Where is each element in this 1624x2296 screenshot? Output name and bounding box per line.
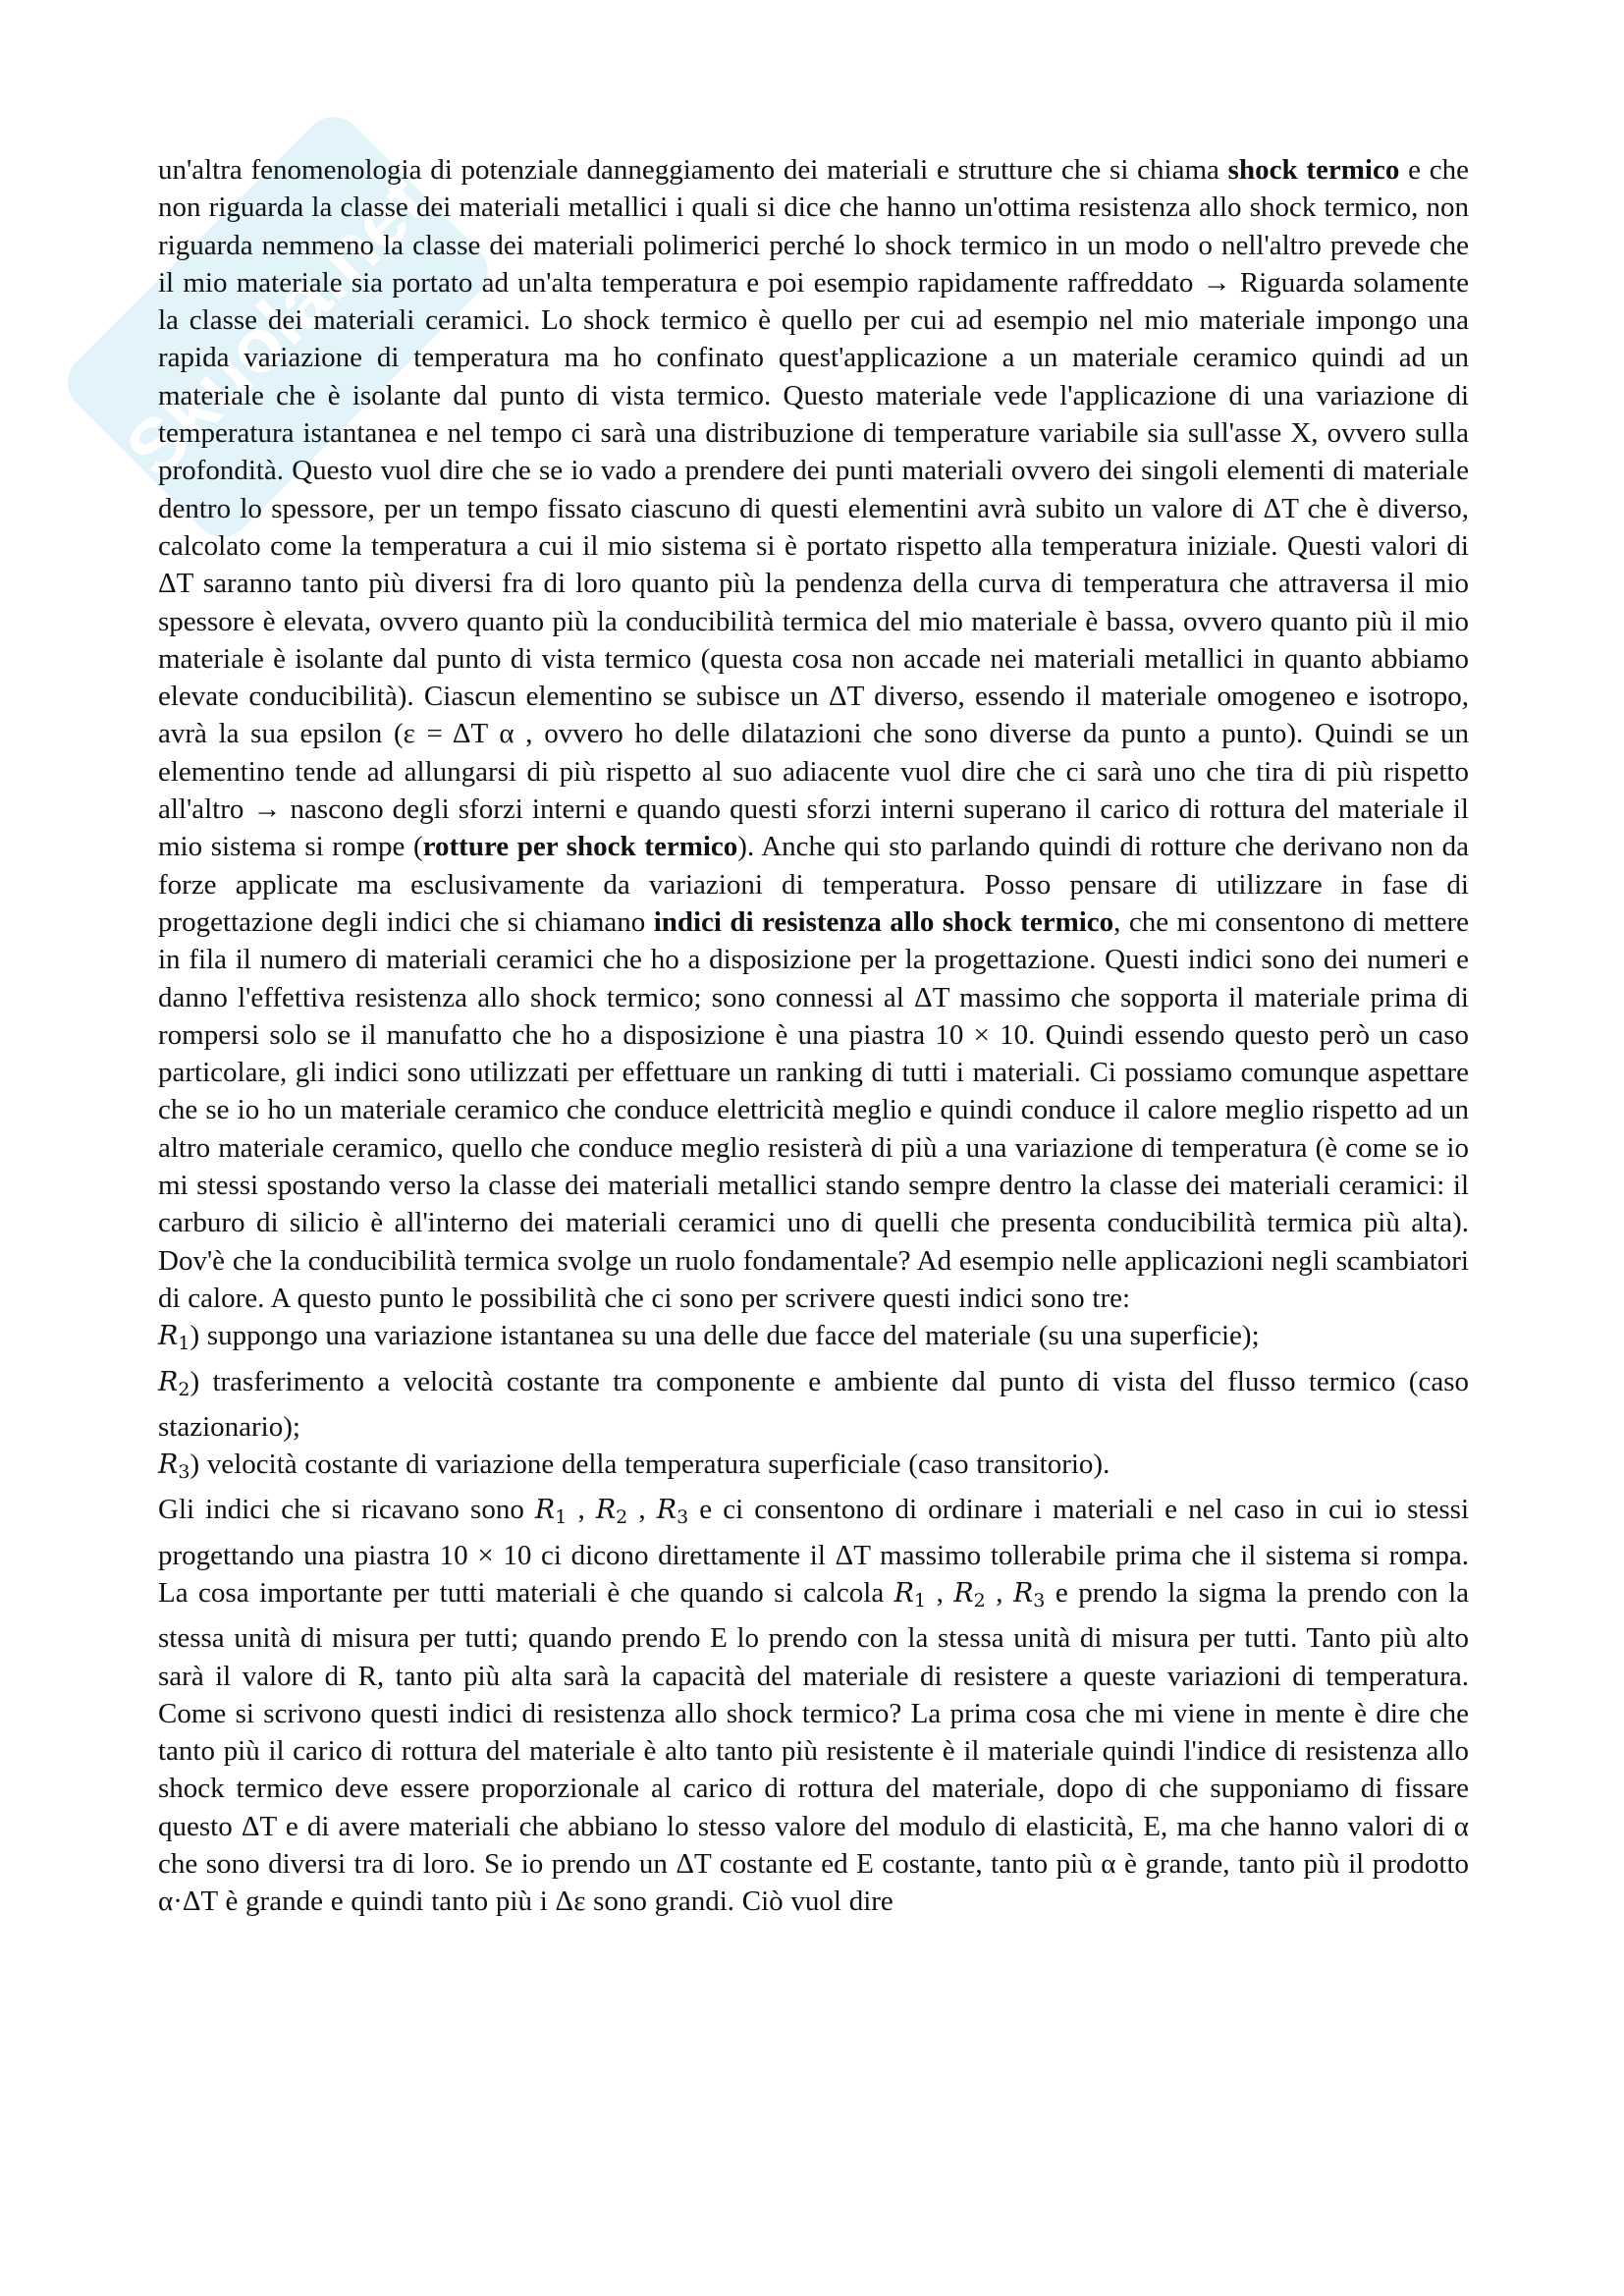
paragraph-indici: Gli indici che si ricavano sono $R_1$ , $R_2$ , $R_3$ e ci consentono di ordinare i materiali e nel caso in cui io stessi progettando una piastra 10 × 10 ci dicono direttamente il ΔT massimo tollerabile prima che il sistema si rompa. La cosa importante per tutti materiali è che quando si calcola $R_1$ , $R_2$ , $R_3$ e prendo la sigma la prendo con la stessa unità di misura per tutti; quando prendo E lo prendo con la stessa unità di misura per tutti. Tanto più alto sarà il valore di R, tanto più alta sarà la capacità del materiale di resistere a queste variazioni di temperatura. Come si scrivono questi indici di resistenza allo shock termico? La prima cosa che mi viene in mente è dire che tanto più il carico di rottura del materiale è alto tanto più resistente è il materiale quindi l'indice di resistenza allo shock termico deve essere proporzionale al carico di rottura del materiale, dopo di che supponiamo di fissare questo ΔT e di avere materiali che abbiano lo stesso valore del modulo di elasticità, E, ma che hanno valori di α che sono diversi tra di loro. Se io prendo un ΔT costante ed E costante, tanto più α è grande, tanto più il prodotto α·ΔT è grande e quindi tanto più i Δε sono grandi. Ciò vuol dire bbox=[158, 1494, 1470, 1918]
text-run: un'altra fenomenologia di potenziale danneggiamento dei materiali e strutture che si chiama bbox=[158, 154, 1228, 186]
bold-term-rotture-per-shock-termico: rotture per shock termico bbox=[422, 831, 738, 863]
list-item-text: ) suppongo una variazione istantanea su una delle due facce del materiale (su una superficie); bbox=[189, 1320, 1260, 1352]
text-run: , che mi consentono di mettere in fila il numero di materiali ceramici che ho a disposizione per la progettazione. Questi indici sono dei numeri e danno l'effettiva resistenza allo shock termico; sono connessi al ΔT massimo che sopporta il materiale prima di rompersi solo se il manufatto che ho a disposizione è una piastra 10 × 10. Quindi essendo questo però un caso particolare, gli indici sono utilizzati per effettuare un ranking di tutti i materiali. Ci possiamo comunque aspettare che se io ho un materiale ceramico che conduce elettricità meglio e quindi conduce il calore meglio rispetto ad un altro materiale ceramico, quello che conduce meglio resisterà di più a una variazione di temperatura (è come se io mi stessi spostando verso la classe dei materiali metallici stando sempre dentro la classe dei materiali ceramici: il carburo di silicio è all'interno dei materiali ceramici uno di quelli che presenta conducibilità termica più alta). Dov'è che la conducibilità termica svolge un ruolo fondamentale? Ad esempio nelle applicazioni negli scambiatori di calore. A questo punto le possibilità che ci sono per scrivere questi indici sono tre: bbox=[158, 905, 1469, 1314]
text-run: ). Anche qui sto parlando quindi di rotture che derivano non da forze applicate ma esclusivamente da variazioni di temperatura. Posso pensare di utilizzare in fase di progettazione degli indici che si chiamano bbox=[158, 831, 1469, 938]
symbol-r2: $R_2$ bbox=[158, 1366, 190, 1400]
symbol-r2: $R_2$ bbox=[953, 1577, 986, 1612]
list-item-r2 bbox=[158, 1363, 1469, 1447]
paragraph-shock-termico bbox=[158, 151, 1469, 1317]
symbol-r1: $R_1$ bbox=[893, 1577, 927, 1612]
symbol-r3: $R_3$ bbox=[656, 1495, 689, 1529]
watermark-text: Skuola.net bbox=[108, 157, 445, 494]
list-item-r1 bbox=[158, 1317, 1469, 1362]
list-item-text: ) trasferimento a velocità costante tra componente e ambiente dal punto di vista del flusso termico (caso stazionario); bbox=[158, 1365, 1469, 1443]
symbol-r1: $R_1$ bbox=[534, 1495, 568, 1529]
list-item-r3 bbox=[158, 1446, 1469, 1491]
text-run: e prendo la sigma la prendo con la stessa unità di misura per tutti; quando prendo E lo prendo con la stessa unità di misura per tutti. Tanto più alto sarà il valore di R, tanto più alta sarà la capacità del materiale di resistere a queste variazioni di temperatura. Come si scrivono questi indici di resistenza allo shock termico? La prima cosa che mi viene in mente è dire che tanto più il carico di rottura del materiale è alto tanto più resistente è il materiale quindi l'indice di resistenza allo shock termico deve essere proporzionale al carico di rottura del materiale, dopo di che supponiamo di fissare questo ΔT e di avere materiali che abbiano lo stesso valore del modulo di elasticità, E, ma che hanno valori di α che sono diversi tra di loro. Se io prendo un ΔT costante ed E costante, tanto più α è grande, tanto più il prodotto α·ΔT è grande e quindi tanto più i Δε sono grandi. Ciò vuol dire bbox=[158, 1576, 1470, 1918]
text-run: Gli indici che si ricavano sono bbox=[158, 1494, 535, 1526]
symbol-r2: $R_2$ bbox=[595, 1495, 628, 1529]
symbol-r1: $R_1$ bbox=[158, 1321, 190, 1355]
bold-term-indici-di-resistenza: indici di resistenza allo shock termico bbox=[653, 905, 1114, 938]
symbol-r3: $R_3$ bbox=[1012, 1577, 1046, 1612]
text-run: e che non riguarda la classe dei materiali metallici i quali si dice che hanno un'ottima resistenza allo shock termico, non riguarda nemmeno la classe dei materiali polimerici perché lo shock termico in un modo o nell'altro prevede che il mio materiale sia portato ad un'alta temperatura e poi esempio rapidamente raffreddato → Riguarda solamente la classe dei materiali ceramici. Lo shock termico è quello per cui ad esempio nel mio materiale impongo una rapida variazione di temperatura ma ho confinato quest'applicazione a un materiale ceramico quindi ad un materiale che è isolante dal punto di vista termico. Questo materiale vede l'applicazione di una variazione di temperatura istantanea e nel tempo ci sarà una distribuzione di temperature variabile sia sull'asse X, ovvero sulla profondità. Questo vuol dire che se io vado a prendere dei punti materiali ovvero dei singoli elementi di materiale dentro lo spessore, per un tempo fissato ciascuno di questi elementini avrà subito un valore di ΔT che è diverso, calcolato come la temperatura a cui il mio sistema si è portato rispetto alla temperatura iniziale. Questi valori di ΔT saranno tanto più diversi fra di loro quanto più la pendenza della curva di temperatura che attraversa il mio spessore è elevata, ovvero quanto più la conducibilità termica del mio materiale è bassa, ovvero quanto più il mio materiale è isolante dal punto di vista termico (questa cosa non accade nei materiali metallici in quanto abbiamo elevate conducibilità). Ciascun elementino se subisce un ΔT diverso, essendo il materiale omogeneo e isotropo, avrà la sua epsilon (ε = ΔT α , ovvero ho delle dilatazioni che sono diverse da punto a punto). Quindi se un elementino tende ad allungarsi di più rispetto al suo adiacente vuol dire che ci sarà uno che tira di più rispetto all'altro → nascono degli sforzi interni e quando questi sforzi interni superano il carico di rottura del materiale il mio sistema si rompe ( bbox=[158, 154, 1470, 863]
bold-term-shock-termico: shock termico bbox=[1227, 154, 1400, 186]
symbol-r3: $R_3$ bbox=[158, 1449, 190, 1484]
text-run: e ci consentono di ordinare i materiali e nel caso in cui io stessi progettando una piastra 10 × 10 ci dicono direttamente il ΔT massimo tollerabile prima che il sistema si rompa. La cosa importante per tutti materiali è che quando si calcola bbox=[158, 1494, 1470, 1609]
list-item-text: ) velocità costante di variazione della temperatura superficiale (caso transitorio). bbox=[189, 1449, 1110, 1481]
document-page bbox=[158, 151, 1469, 1921]
